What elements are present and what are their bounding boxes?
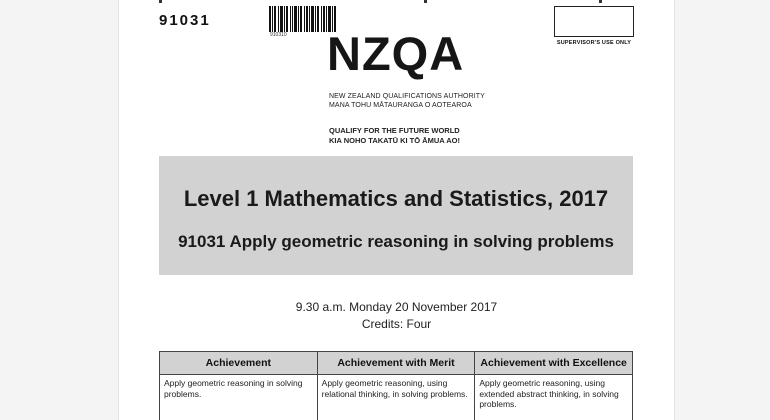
cell-achievement: Apply geometric reasoning in solving problems. [160, 375, 318, 420]
table-header-row [160, 352, 633, 375]
header-excellence: Achievement with Excellence [475, 352, 633, 375]
crop-mark [159, 0, 162, 3]
crop-mark [599, 0, 602, 3]
standard-title: 91031 Apply geometric reasoning in solving problems [178, 232, 614, 251]
table-row [160, 375, 633, 420]
page-title: Level 1 Mathematics and Statistics, 2017 [183, 186, 609, 211]
header-merit: Achievement with Merit [317, 352, 475, 375]
exam-cover-page [118, 0, 675, 420]
header-achievement: Achievement [160, 352, 318, 375]
exam-datetime: 9.30 a.m. Monday 20 November 2017 [295, 300, 498, 314]
standard-code: 91031 [159, 12, 211, 29]
barcode-number: 910310 [270, 32, 287, 38]
authority-name [329, 92, 485, 110]
title-box [159, 156, 633, 275]
crop-mark [424, 0, 427, 3]
supervisor-label: SUPERVISOR'S USE ONLY [556, 40, 632, 46]
tagline-line: KIA NOHO TAKATŪ KI TŌ ĀMUA AO! [329, 136, 460, 145]
supervisor-box [554, 6, 634, 37]
cell-excellence: Apply geometric reasoning, using extended abstract thinking, in solving problems. [475, 375, 633, 420]
authority-line: NEW ZEALAND QUALIFICATIONS AUTHORITY [329, 93, 485, 100]
exam-credits: Credits: Four [361, 317, 432, 331]
logo-tagline [329, 126, 460, 146]
tagline-line: QUALIFY FOR THE FUTURE WORLD [329, 126, 460, 135]
cell-merit: Apply geometric reasoning, using relational thinking, in solving problems. [317, 375, 475, 420]
authority-line: MANA TOHU MĀTAURANGA O AOTEAROA [329, 102, 472, 109]
achievement-criteria-table [159, 351, 633, 420]
nzqa-logo-text: NZQA [327, 27, 465, 80]
